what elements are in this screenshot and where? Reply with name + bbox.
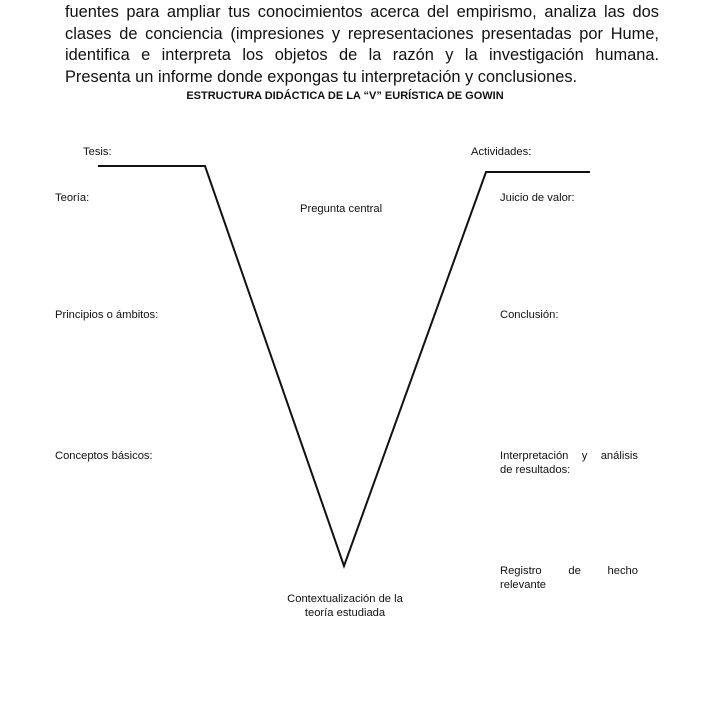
label-line: Contextualización de la xyxy=(287,593,403,605)
label-conclusion: Conclusión: xyxy=(500,309,559,321)
diagram-title: ESTRUCTURA DIDÁCTICA DE LA “V” EURÍSTICA DE GOWIN xyxy=(186,90,504,102)
paragraph-line: identifica e interpreta los objetos de la razón y la investigación humana. xyxy=(65,46,659,65)
label-juicio-valor: Juicio de valor: xyxy=(500,192,575,204)
v-shape-line xyxy=(98,166,590,566)
label-pregunta-central: Pregunta central xyxy=(300,203,383,215)
label-teoria: Teoría: xyxy=(55,192,90,204)
label-line: Registro de hecho xyxy=(500,565,638,577)
label-line: Interpretación y análisis xyxy=(500,450,638,462)
paragraph-line: fuentes para ampliar tus conocimientos acerca del empirismo, analiza las dos xyxy=(65,3,659,21)
label-conceptos: Conceptos básicos: xyxy=(55,450,153,462)
label-tesis: Tesis: xyxy=(83,146,112,158)
label-registro xyxy=(500,564,638,592)
label-contextualizacion xyxy=(245,592,445,620)
label-interpretacion xyxy=(500,449,638,477)
label-line: relevante xyxy=(500,579,547,591)
label-principios: Principios o ámbitos: xyxy=(55,309,159,321)
label-line: de resultados: xyxy=(500,464,571,476)
paragraph-line: clases de conciencia (impresiones y representaciones presentadas por Hume, xyxy=(65,24,659,43)
label-line: teoría estudiada xyxy=(304,607,386,619)
label-actividades: Actividades: xyxy=(471,146,532,158)
paragraph-line: Presenta un informe donde expongas tu interpretación y conclusiones. xyxy=(65,68,578,87)
